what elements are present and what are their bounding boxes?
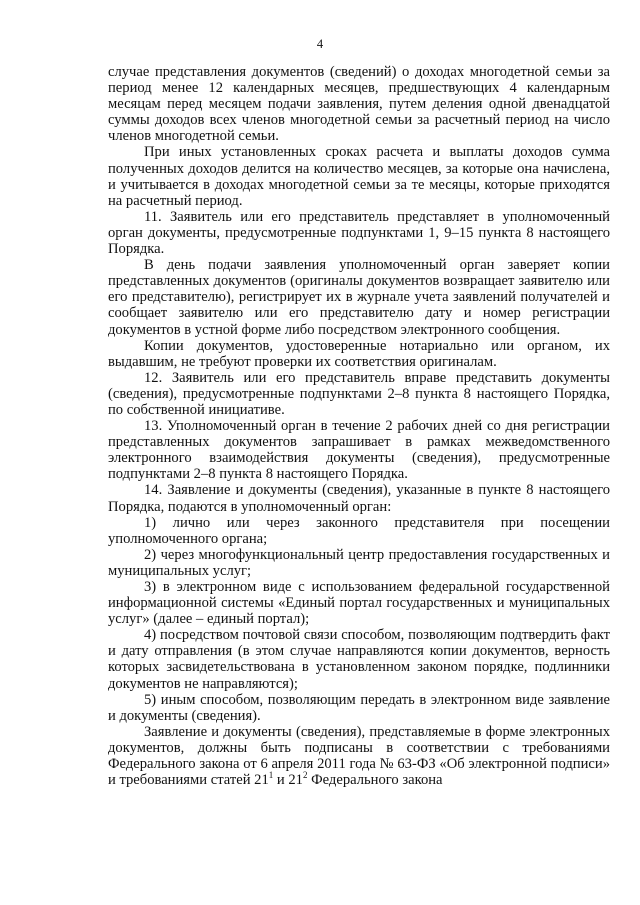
paragraph: случае представления документов (сведений) о доходах многодетной семьи за период менее 12 календарных месяцев, предшествующих 4 календарным месяцам перед месяцем подачи заявления, путем деления одной двенадцатой суммы доходов всех членов многодетной семьи за расчетный период на число членов многодетной семьи. (108, 64, 610, 145)
paragraph: Копии документов, удостоверенные нотариально или органом, их выдавшим, не требуют проверки их соответствия оригиналам. (108, 337, 610, 370)
page-number: 4 (316, 37, 324, 51)
superscript: 1 (268, 770, 274, 781)
paragraph-item-13: 13. Уполномоченный орган в течение 2 рабочих дней со дня регистрации представленных документов запрашивает в рамках межведомственного электронного взаимодействия документы (сведения), предусмотренные подпунктами 2–8 пункта 8 настоящего Порядка. (108, 418, 610, 483)
paragraph: В день подачи заявления уполномоченный орган заверяет копии представленных документов (оригиналы документов возвращает заявителю или его представителю), регистрирует их в журнале учета заявлений получателей и сообщает заявителю или его представителю дату и номер регистрации документов в устной форме либо посредством электронного сообщения. (108, 257, 610, 338)
paragraph-signature-requirements (108, 724, 610, 788)
list-item: 2) через многофункциональный центр предоставления государственных и муниципальных услуг; (108, 546, 610, 579)
document-body (108, 64, 610, 788)
paragraph-text: Заявление и документы (сведения), представляемые в форме электронных документов, должны быть подписаны в соответствии с требованиями Федерального закона от 6 апреля 2011 года № 63-ФЗ «Об электронной подписи» и требованиями статей 21 (108, 723, 610, 789)
paragraph-text: и 21 (273, 772, 303, 789)
paragraph-item-11: 11. Заявитель или его представитель представляет в уполномоченный орган документы, предусмотренные подпунктами 1, 9–15 пункта 8 настоящего Порядка. (108, 208, 610, 258)
list-item: 5) иным способом, позволяющим передать в электронном виде заявление и документы (сведения). (108, 691, 610, 724)
paragraph-item-14: 14. Заявление и документы (сведения), указанные в пункте 8 настоящего Порядка, подаются в уполномоченный орган: (108, 482, 610, 515)
list-item: 3) в электронном виде с использованием федеральной государственной информационной системы «Единый портал государственных и муниципальных услуг» (далее – единый портал); (108, 579, 610, 628)
paragraph-text: Федерального закона (307, 772, 443, 789)
list-item: 4) посредством почтовой связи способом, позволяющим подтвердить факт и дату отправления (в этом случае направляются копии документов, верность которых засвидетельствована в установленном законом порядке, подлинники документов не направляются); (108, 627, 610, 692)
paragraph: При иных установленных сроках расчета и выплаты доходов сумма полученных доходов делится на количество месяцев, за которые она начислена, и учитывается в доходах многодетной семьи за те месяцы, которые приходятся на расчетный период. (108, 144, 610, 209)
superscript: 2 (302, 770, 308, 781)
list-item: 1) лично или через законного представителя при посещении уполномоченного органа; (108, 514, 610, 547)
paragraph-item-12: 12. Заявитель или его представитель вправе представить документы (сведения), предусмотренные подпунктами 2–8 пункта 8 настоящего Порядка, по собственной инициативе. (108, 369, 610, 418)
